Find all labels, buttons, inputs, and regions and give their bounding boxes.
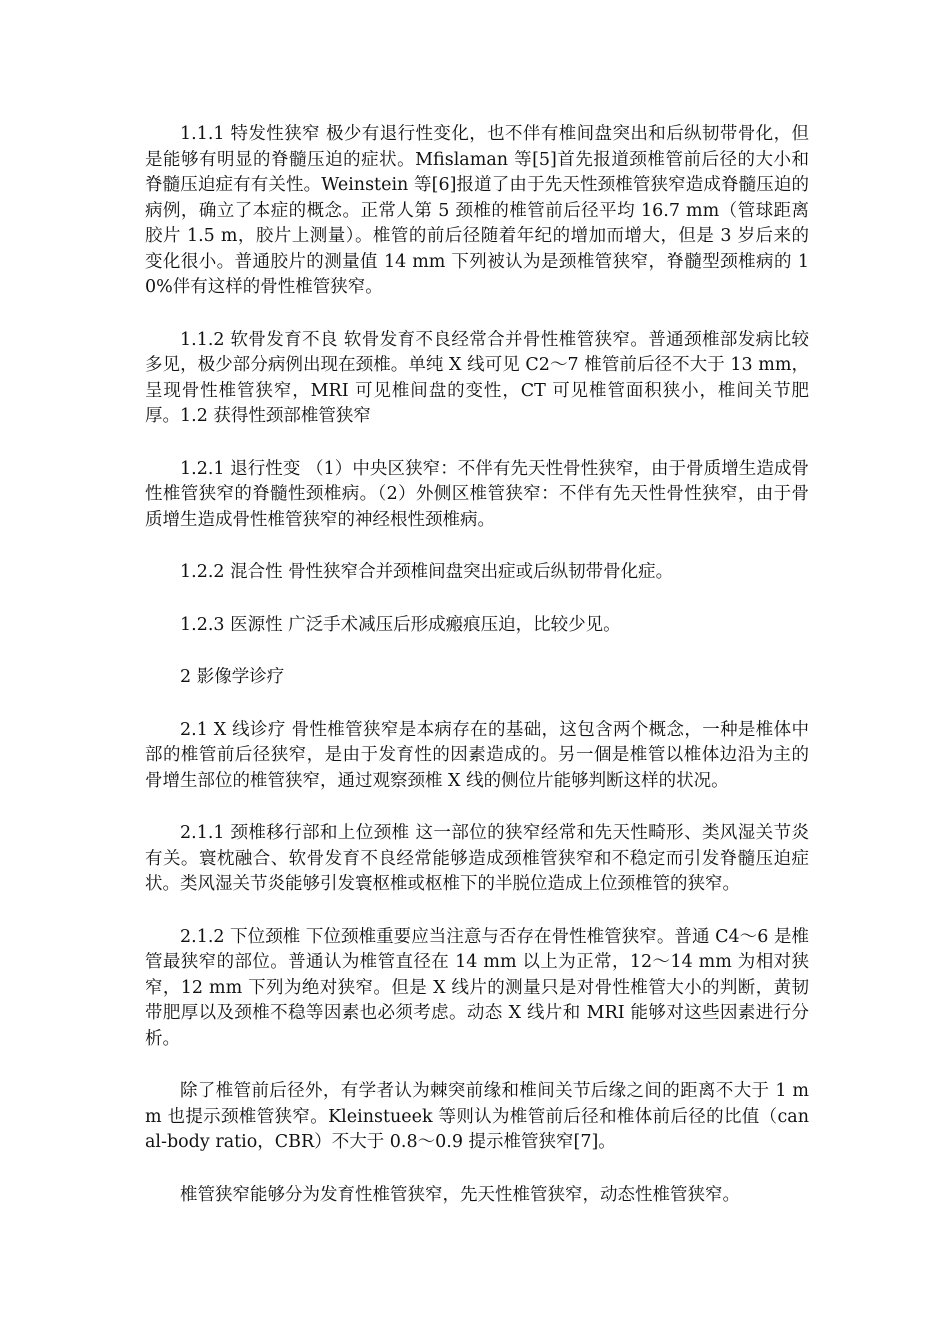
paragraph-stenosis-types: 椎管狭窄能够分为发育性椎管狭窄，先天性椎管狭窄，动态性椎管狭窄。 [180,1184,740,1205]
section-heading-imaging: 2 影像学诊疗 [180,667,285,687]
paragraph-upper-cervical: 2.1.1 颈椎移行部和上位颈椎 这一部位的狭窄经常和先天性畸形、类风湿关节炎有关。寰枕融合、软骨发育不良经常能够造成颈椎管狭窄和不稳定而引发脊髓压迫症状。类风湿关节炎能够引发寰枢椎或枢椎下的半脱位造成上位颈椎管的狭窄。 [145,823,809,894]
paragraph-iatrogenic: 1.2.3 医源性 广泛手术减压后形成瘢痕压迫，比较少见。 [180,614,621,635]
paragraph-xray-diagnosis: 2.1 X 线诊疗 骨性椎管狭窄是本病存在的基础，这包含两个概念，一种是椎体中部的椎管前后径狭窄，是由于发育性的因素造成的。另一個是椎管以椎体边沿为主的骨增生部位的椎管狭窄，通过观察颈椎 X 线的侧位片能够判断这样的状况。 [145,719,809,791]
paragraph-idiopathic-stenosis: 1.1.1 特发性狭窄 极少有退行性变化，也不伴有椎间盘突出和后纵韧带骨化，但是能够有明显的脊髓压迫的症状。Mfislaman 等[5]首先报道颈椎管前后径的大小和脊髓压迫症有有关性。Weinstein 等[6]报道了由于先天性颈椎管狭窄造成脊髓压迫的病例，确立了本症的概念。正常人第 5 颈椎的椎管前后径平均 16.7 mm（管球距离胶片 1.5 m，胶片上测量）。椎管的前后径随着年纪的增加而增大，但是 3 岁后来的变化很小。普通胶片的测量值 14 mm 下列被认为是颈椎管狭窄，脊髓型颈椎病的 10%伴有这样的骨性椎管狭窄。 [145,124,809,297]
paragraph-achondroplasia: 1.1.2 软骨发育不良 软骨发育不良经常合并骨性椎管狭窄。普通颈椎部发病比较多见，极少部分病例出现在颈椎。单纯 X 线可见 C2～7 椎管前后径不大于 13 mm，呈现骨性椎管狭窄，MRI 可见椎间盘的变性，CT 可见椎管面积狭小，椎间关节肥厚。1.2 获得性颈部椎管狭窄 [145,329,809,426]
paragraph-degenerative: 1.2.1 退行性变 （1）中央区狭窄：不伴有先天性骨性狭窄，由于骨质增生造成骨性椎管狭窄的脊髓性颈椎病。（2）外侧区椎管狭窄：不伴有先天性骨性狭窄，由于骨质增生造成骨性椎管狭窄的神经根性颈椎病。 [145,458,809,530]
paragraph-cbr-ratio: 除了椎管前后径外，有学者认为棘突前缘和椎间关节后缘之间的距离不大于 1 mm 也提示颈椎管狭窄。Kleinstueek 等则认为椎管前后径和椎体前后径的比值（canal-body ratio，CBR）不大于 0.8～0.9 提示椎管狭窄[7]。 [145,1081,809,1152]
paragraph-lower-cervical: 2.1.2 下位颈椎 下位颈椎重要应当注意与否存在骨性椎管狭窄。普通 C4～6 是椎管最狭窄的部位。普通认为椎管直径在 14 mm 以上为正常，12～14 mm 为相对狭窄，12 mm 下列为绝对狭窄。但是 X 线片的测量只是对骨性椎管大小的判断，黄韧带肥厚以及颈椎不稳等因素也必须考虑。动态 X 线片和 MRI 能够对这些因素进行分析。 [145,926,809,1049]
document-body [145,122,809,1235]
paragraph-mixed: 1.2.2 混合性 骨性狭窄合并颈椎间盘突出症或后纵韧带骨化症。 [180,562,674,582]
